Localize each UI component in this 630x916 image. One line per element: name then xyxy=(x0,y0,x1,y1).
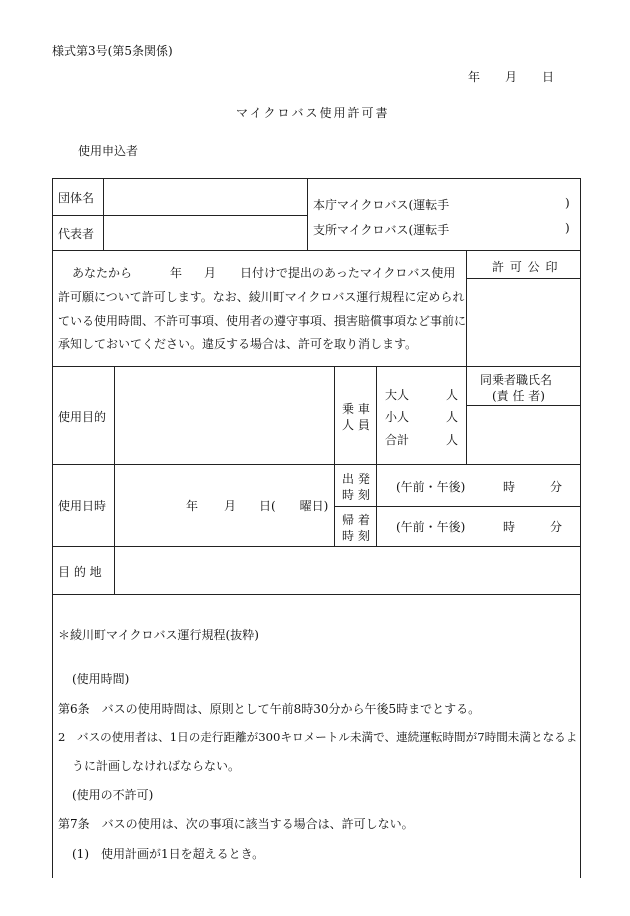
rules-section2-title: (使用の不許可) xyxy=(72,788,154,802)
usage-date-year: 年 xyxy=(186,499,199,513)
date-day: 日 xyxy=(542,70,555,84)
grid-line xyxy=(466,366,467,464)
branch-office-bus: 支所マイクロバス(運転手 xyxy=(313,223,450,237)
grid-line xyxy=(466,405,580,406)
grid-line xyxy=(52,366,580,367)
grid-line xyxy=(52,546,580,547)
grid-line xyxy=(334,366,335,546)
rules-article6-2-line2: うに計画しなければならない。 xyxy=(72,759,241,773)
adult-label: 大人 xyxy=(385,388,410,402)
form-number: 様式第3号(第5条関係) xyxy=(52,44,173,58)
main-office-bus: 本庁マイクロバス(運転手 xyxy=(313,198,450,212)
grid-line xyxy=(52,250,580,251)
applicant-label: 使用申込者 xyxy=(78,144,139,158)
grid-line xyxy=(52,215,307,216)
usage-date-label: 使用日時 xyxy=(58,499,107,513)
child-label: 小人 xyxy=(385,410,410,424)
departure-hour: 時 xyxy=(503,480,516,494)
grid-line xyxy=(52,178,53,878)
representative-label: 代表者 xyxy=(58,227,95,241)
main-office-bus-close: ) xyxy=(565,196,570,210)
companion-label-2: (責 任 者) xyxy=(492,389,545,403)
grid-line xyxy=(376,366,377,546)
departure-minute: 分 xyxy=(550,480,563,494)
rules-article6-2-line1: 2 バスの使用者は、1日の走行距離が300キロメートル未満で、連続運転時間が7時間未満となるよ xyxy=(58,730,578,744)
grid-line xyxy=(103,178,104,250)
grid-line xyxy=(52,178,580,179)
passengers-label-2: 人 員 xyxy=(342,418,370,432)
rules-article7-1: (1) 使用計画が1日を超えるとき。 xyxy=(72,847,265,861)
permission-line1-c: 月 xyxy=(204,266,217,280)
arrival-hour: 時 xyxy=(503,520,516,534)
grid-line xyxy=(466,250,467,366)
grid-line xyxy=(52,464,580,465)
destination-label: 目 的 地 xyxy=(58,565,102,579)
group-name-label: 団体名 xyxy=(58,191,95,205)
grid-line xyxy=(114,366,115,594)
rules-heading: ＊綾川町マイクロバス運行規程(抜粋) xyxy=(58,628,259,642)
permission-line1-b: 年 xyxy=(170,266,183,280)
total-unit: 人 xyxy=(446,433,459,447)
usage-date-month: 月 xyxy=(224,499,237,513)
permission-line3: ている使用時間、不許可事項、使用者の遵守事項、損害賠償事項など事前に xyxy=(58,314,467,328)
branch-office-bus-close: ) xyxy=(565,221,570,235)
arrival-label-2: 時 刻 xyxy=(342,529,370,543)
grid-line xyxy=(307,178,308,250)
companion-label-1: 同乗者職氏名 xyxy=(480,373,553,387)
arrival-label-1: 帰 着 xyxy=(342,513,370,527)
child-unit: 人 xyxy=(446,410,459,424)
passengers-label-1: 乗 車 xyxy=(342,402,370,416)
adult-unit: 人 xyxy=(446,388,459,402)
departure-label-2: 時 刻 xyxy=(342,488,370,502)
rules-article6: 第6条 バスの使用時間は、原則として午前8時30分から午後5時までとする。 xyxy=(58,702,481,716)
grid-line xyxy=(466,278,580,279)
arrival-minute: 分 xyxy=(550,520,563,534)
purpose-label: 使用目的 xyxy=(58,410,107,424)
grid-line xyxy=(334,506,580,507)
permission-line2: 許可願について許可します。なお、綾川町マイクロバス運行規程に定められ xyxy=(58,290,465,304)
grid-line xyxy=(52,594,580,595)
departure-label-1: 出 発 xyxy=(342,472,370,486)
total-label: 合計 xyxy=(385,433,410,447)
grid-line xyxy=(580,178,581,878)
permission-line4: 承知しておいてください。違反する場合は、許可を取り消します。 xyxy=(58,337,418,351)
rules-article7: 第7条 バスの使用は、次の事項に該当する場合は、許可しない。 xyxy=(58,817,414,831)
date-year: 年 xyxy=(468,70,481,84)
arrival-ampm: (午前・午後) xyxy=(396,520,466,534)
departure-ampm: (午前・午後) xyxy=(396,480,466,494)
seal-label: 許 可 公 印 xyxy=(492,260,559,274)
permission-line1-d: 日付けで提出のあったマイクロバス使用 xyxy=(240,266,456,280)
usage-date-day-weekday: 日( 曜日) xyxy=(259,499,329,513)
date-month: 月 xyxy=(505,70,518,84)
permission-line1-a: あなたから xyxy=(72,266,133,280)
page-title: マイクロバス使用許可書 xyxy=(236,106,390,120)
rules-section1-title: (使用時間) xyxy=(72,672,130,686)
